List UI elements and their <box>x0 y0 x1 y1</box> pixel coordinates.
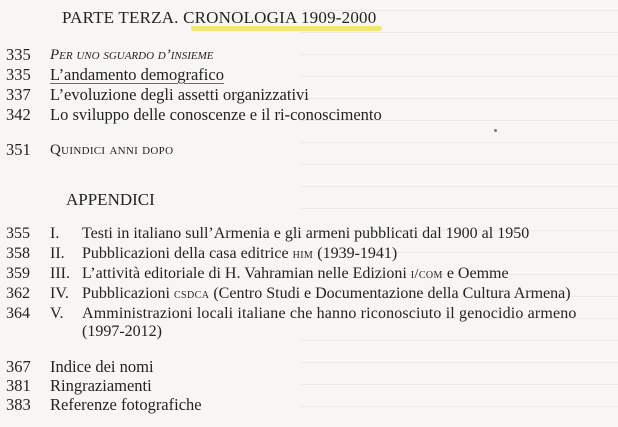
toc-page-number: 342 <box>6 105 31 124</box>
bleed-through <box>300 0 618 427</box>
appendix-title-text: (1939-1941) <box>313 245 398 262</box>
publisher-acronym: him <box>292 247 314 262</box>
appendix-heading: APPENDICI <box>66 190 155 209</box>
appendix-title <box>82 265 509 284</box>
toc-page-number: 367 <box>6 357 31 376</box>
appendix-title-text: e Oemme <box>442 265 509 282</box>
toc-page-number: 362 <box>6 285 30 302</box>
part-heading-prefix: PARTE TERZA. C <box>62 8 195 27</box>
appendix-title-text: Pubblicazioni <box>82 285 174 302</box>
toc-page-number: 381 <box>6 376 31 395</box>
toc-page-number: 358 <box>6 245 30 262</box>
appendix-numeral: V. <box>50 305 64 322</box>
toc-page-number: 355 <box>6 225 30 242</box>
toc-title: Indice dei nomi <box>50 357 154 376</box>
appendix-numeral: IV. <box>50 285 69 302</box>
toc-title: Per uno sguardo d’insieme <box>50 47 214 63</box>
toc-title: L’evoluzione degli assetti organizzativi <box>50 85 309 104</box>
pen-dot <box>494 129 497 132</box>
highlighted-heading <box>195 8 377 28</box>
toc-title: Quindici anni dopo <box>50 142 174 158</box>
toc-page-number: 337 <box>6 85 31 104</box>
toc-page-number: 359 <box>6 265 30 282</box>
appendix-title: Testi in italiano sull’Armenia e gli armeni pubblicati dal 1900 al 1950 <box>82 225 530 242</box>
appendix-title-text: Pubblicazioni della casa editrice <box>82 245 293 262</box>
toc-page-number: 364 <box>6 305 30 322</box>
appendix-title-continuation: (1997-2012) <box>82 323 162 340</box>
part-heading-highlight-text: RONOLOGIA 1909-2000 <box>194 8 377 27</box>
appendix-numeral: I. <box>50 225 60 242</box>
appendix-title-text: L’attività editoriale di H. Vahramian nelle Edizioni <box>82 265 411 282</box>
publisher-acronym: i/com <box>410 267 443 282</box>
toc-title: Ringraziamenti <box>50 376 152 395</box>
appendix-title-text: (Centro Studi e Documentazione della Cultura Armena) <box>209 285 571 302</box>
appendix-title <box>82 245 397 264</box>
appendix-title <box>82 285 571 304</box>
toc-title: Lo sviluppo delle conoscenze e il ri-conoscimento <box>50 105 382 124</box>
toc-title: Referenze fotografiche <box>50 395 202 414</box>
appendix-numeral: II. <box>50 245 65 262</box>
toc-page-number: 383 <box>6 395 31 414</box>
appendix-numeral: III. <box>50 265 70 282</box>
toc-title: L’andamento demografico <box>50 65 224 84</box>
toc-page-number: 335 <box>6 65 31 84</box>
toc-page-number: 335 <box>6 45 31 64</box>
toc-page-number: 351 <box>6 140 31 159</box>
part-heading <box>62 8 376 28</box>
publisher-acronym: csdca <box>173 287 210 302</box>
appendix-title: Amministrazioni locali italiane che hanno riconosciuto il genocidio armeno <box>82 305 577 322</box>
